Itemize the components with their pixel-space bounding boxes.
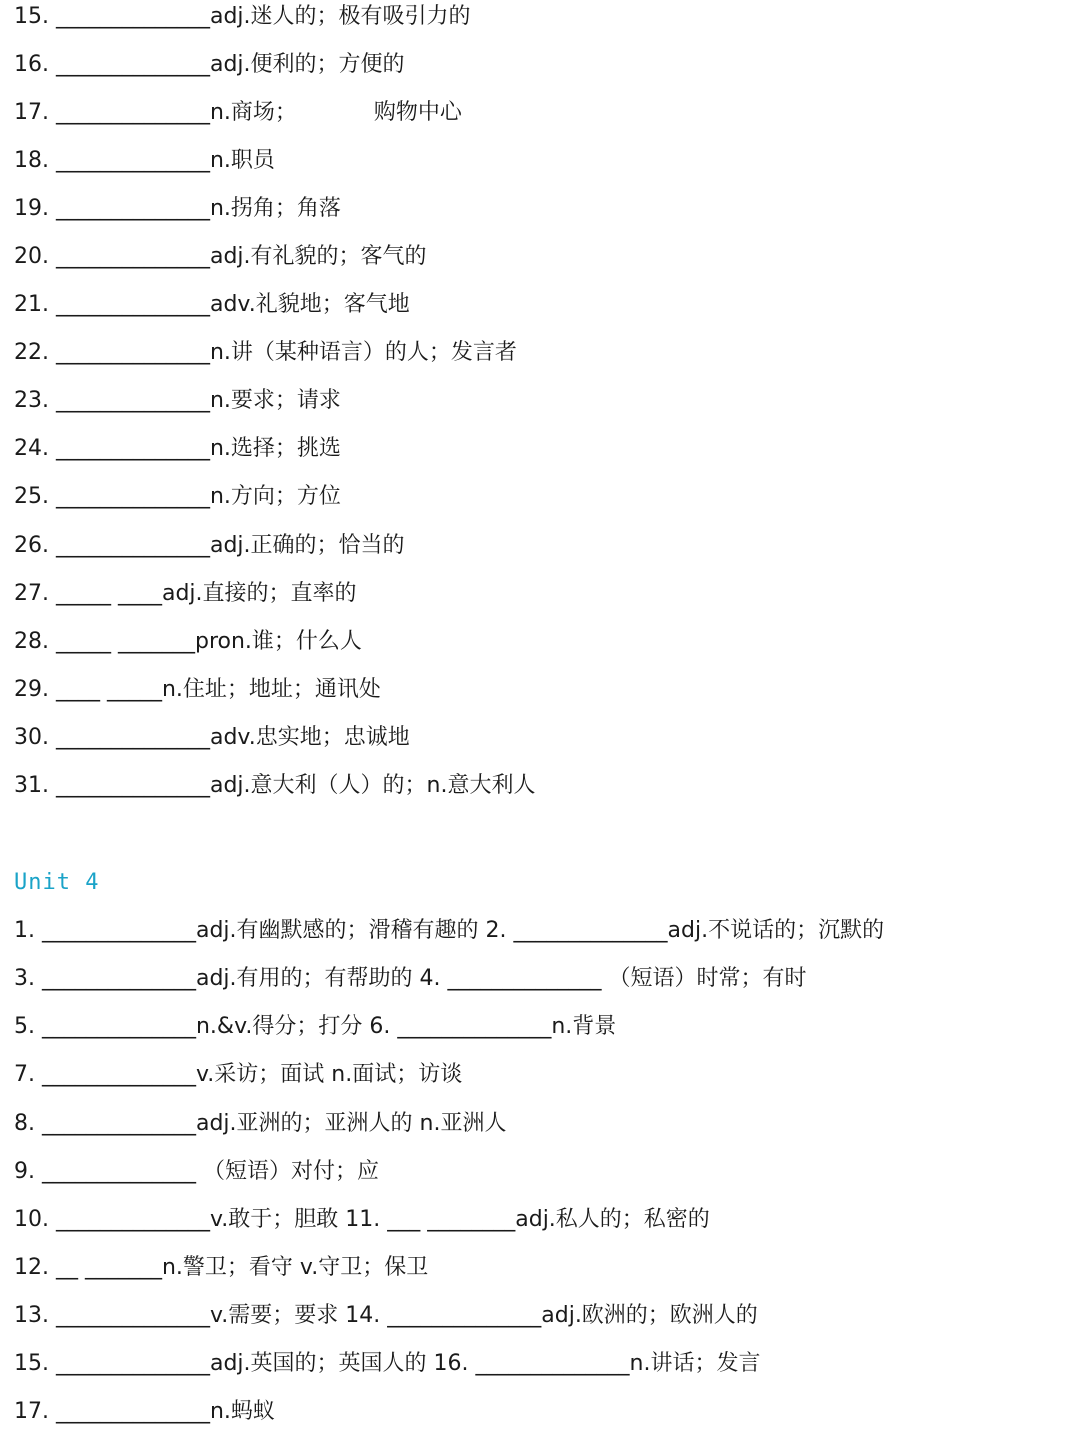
vocab-line-22 (14, 336, 517, 370)
vocab-text: 16. ______________adj.便利的；方便的 (14, 52, 405, 77)
vocab-text: 15. ______________adj.英国的；英国人的 16. ______________n.讲话；发言 (14, 1351, 761, 1376)
vocab-text: 28. _____ _______pron.谁；什么人 (14, 629, 362, 654)
vocab-text: 20. ______________adj.有礼貌的；客气的 (14, 244, 427, 269)
unit4-line-9 (14, 1155, 379, 1189)
vocab-line-26 (14, 529, 405, 563)
vocab-line-30 (14, 721, 410, 755)
vocab-text: 18. ______________n.职员 (14, 148, 275, 173)
vocab-text: 17. ______________n.商场； 购物中心 (14, 100, 462, 125)
vocab-text: 26. ______________adj.正确的；恰当的 (14, 533, 405, 558)
vocab-text: 24. ______________n.选择；挑选 (14, 436, 341, 461)
vocab-line-25 (14, 480, 341, 514)
unit-heading: Unit 4 (14, 870, 100, 895)
unit4-line-17 (14, 1395, 275, 1429)
vocab-text: 17. ______________n.蚂蚁 (14, 1399, 275, 1424)
vocab-text: 9. ______________ （短语）对付；应 (14, 1159, 379, 1184)
vocab-text: 21. ______________adv.礼貌地；客气地 (14, 292, 410, 317)
vocab-text: 25. ______________n.方向；方位 (14, 484, 341, 509)
unit4-line-12 (14, 1251, 428, 1285)
unit4-line-7 (14, 1058, 462, 1092)
unit4-line-13 (14, 1299, 758, 1333)
vocab-text: 13. ______________v.需要；要求 14. ______________adj.欧洲的；欧洲人的 (14, 1303, 758, 1328)
vocab-line-17 (14, 96, 462, 130)
vocab-text: 27. _____ ____adj.直接的；直率的 (14, 581, 357, 606)
unit4-line-15 (14, 1347, 760, 1381)
vocab-text: 12. __ _______n.警卫；看守 v.守卫；保卫 (14, 1255, 429, 1280)
vocab-text: 31. ______________adj.意大利（人）的；n.意大利人 (14, 773, 536, 798)
vocab-line-27 (14, 577, 357, 611)
vocab-text: 3. ______________adj.有用的；有帮助的 4. ______________ （短语）时常；有时 (14, 966, 807, 991)
vocab-text: 22. ______________n.讲（某种语言）的人；发言者 (14, 340, 517, 365)
vocab-text: 10. ______________v.敢于；胆敢 11. ___ ________adj.私人的；私密的 (14, 1207, 710, 1232)
unit4-line-5 (14, 1010, 616, 1044)
vocab-line-23 (14, 384, 341, 418)
vocab-text: 15. ______________adj.迷人的；极有吸引力的 (14, 4, 471, 29)
vocab-text: 23. ______________n.要求；请求 (14, 388, 341, 413)
vocab-text: 5. ______________n.&v.得分；打分 6. ______________n.背景 (14, 1014, 617, 1039)
vocab-line-28 (14, 625, 362, 659)
vocab-line-21 (14, 288, 410, 322)
vocab-line-18 (14, 144, 275, 178)
vocab-line-24 (14, 432, 341, 466)
vocab-line-20 (14, 240, 427, 274)
unit4-line-10 (14, 1203, 710, 1237)
vocab-line-31 (14, 769, 535, 803)
vocab-line-15 (14, 0, 471, 34)
vocab-text: 19. ______________n.拐角；角落 (14, 196, 341, 221)
vocab-text: 1. ______________adj.有幽默感的；滑稽有趣的 2. ______________adj.不说话的；沉默的 (14, 918, 885, 943)
vocab-line-29 (14, 673, 381, 707)
unit4-line-1 (14, 914, 884, 948)
vocab-text: 7. ______________v.采访；面试 n.面试；访谈 (14, 1062, 463, 1087)
vocab-text: 29. ____ _____n.住址；地址；通讯处 (14, 677, 381, 702)
unit4-line-3 (14, 962, 807, 996)
unit4-line-8 (14, 1107, 506, 1141)
vocab-line-19 (14, 192, 341, 226)
vocab-text: 8. ______________adj.亚洲的；亚洲人的 n.亚洲人 (14, 1111, 507, 1136)
vocab-line-16 (14, 48, 405, 82)
vocab-text: 30. ______________adv.忠实地；忠诚地 (14, 725, 410, 750)
